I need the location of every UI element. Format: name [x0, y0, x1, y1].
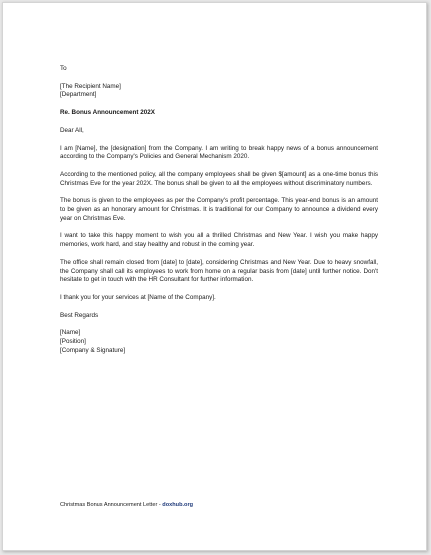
to-label: To — [60, 65, 67, 72]
subject-line: Re. Bonus Announcement 202X — [60, 109, 155, 117]
page-footer — [60, 502, 193, 508]
document-page — [2, 2, 427, 551]
paragraph-bonus-basis: The bonus is given to the employees as per the Company's profit percentage. This year-end bonus is an amount to be given as an honorary amount for Christmas. It is traditional for our Company to announce a dividend every year on Christmas Eve. — [60, 197, 378, 222]
closing: Best Regards — [60, 311, 99, 319]
paragraph-intro: I am [Name], the [designation] from the Company. I am writing to break happy news of a bonus announcement according to the Company's Policies and General Mechanism 2020. — [60, 144, 378, 161]
recipient-name: [The Recipient Name] — [60, 82, 121, 90]
paragraph-office-closure: The office shall remain closed from [date] to [date], considering Christmas and New Year. Due to heavy snowfall, the Company shall call its employees to work from home on a regular basis from [date] until further notice. Don't hesitate to get in touch with the HR Consultant for further information. — [60, 258, 378, 284]
footer-caption: Christmas Bonus Announcement Letter - — [60, 502, 163, 508]
signature-position: [Position] — [60, 338, 86, 346]
letter-body — [60, 65, 378, 355]
paragraph-wishes: I want to take this happy moment to wish you all a thrilled Christmas and New Year. I wish you make happy memories, work hard, and stay healthy and robust in the coming year. — [60, 232, 378, 249]
salutation: Dear All, — [60, 126, 84, 134]
paragraph-bonus-amount: According to the mentioned policy, all the company employees shall be given $[amount] as a one-time bonus this Christmas Eve for the year 202X. The bonus shall be given to all the employees without discriminatory numbers. — [60, 170, 378, 187]
signature-company: [Company & Signature] — [60, 346, 126, 354]
paragraph-thanks: I thank you for your services at [Name of the Company]. — [60, 293, 216, 301]
recipient-department: [Department] — [60, 91, 97, 99]
signature-name: [Name] — [60, 329, 81, 337]
footer-brand: doxhub.org — [162, 502, 194, 508]
